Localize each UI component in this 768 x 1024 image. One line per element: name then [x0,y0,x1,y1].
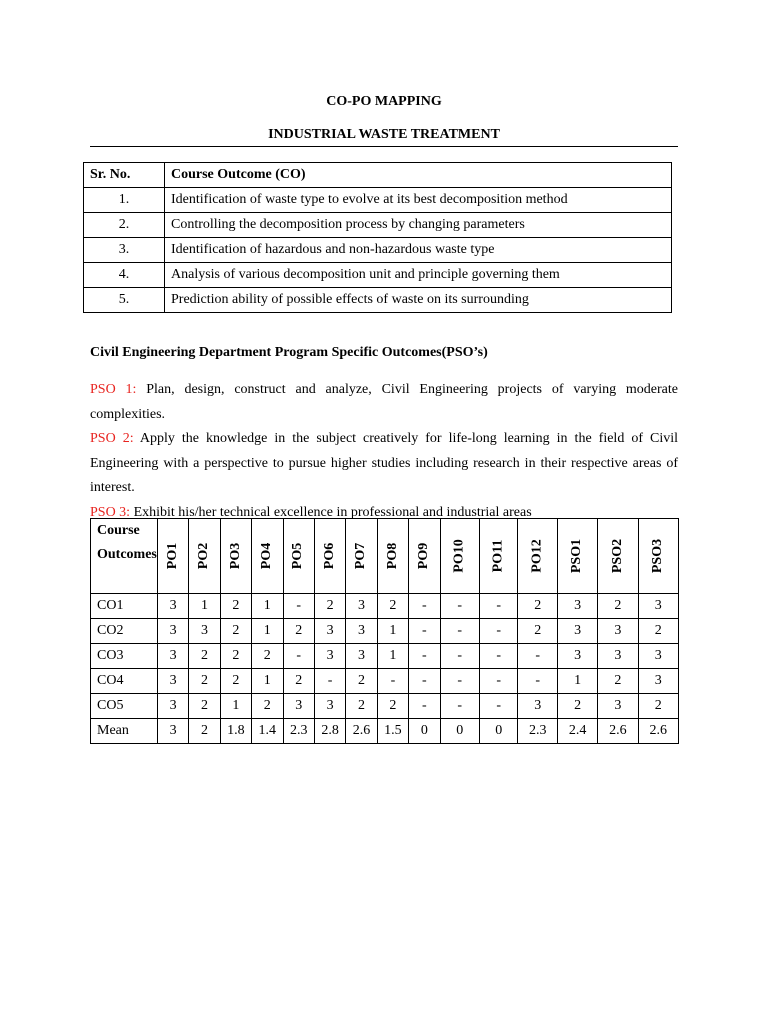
mapping-cell: 2 [377,594,408,619]
mapping-cell: 1 [557,669,597,694]
table-row [91,594,679,619]
pso-list [90,378,678,525]
mapping-cell: - [479,644,518,669]
mapping-cell: 0 [479,719,518,744]
pso-label: PSO 1: [90,382,137,397]
co-row-label: CO3 [91,644,158,669]
mapping-cell: 0 [409,719,440,744]
mapping-cell: 3 [638,644,678,669]
mapping-cell: 2 [557,694,597,719]
mapping-cell: 3 [157,669,188,694]
mapping-cell: 2 [346,669,377,694]
po-header-label: PO8 [384,542,400,570]
row-number: 5. [84,288,165,313]
mapping-cell: 2.3 [283,719,314,744]
pso-section-heading: Civil Engineering Department Program Specific Outcomes(PSO’s) [90,345,488,360]
mapping-cell: 2 [638,619,678,644]
mapping-cell: 3 [598,619,638,644]
mapping-cell: 3 [157,719,188,744]
mapping-cell: 3 [346,619,377,644]
mapping-cell: 2.6 [598,719,638,744]
mapping-cell: 2 [189,644,220,669]
mapping-cell: 3 [157,619,188,644]
co-row-label: CO4 [91,669,158,694]
row-number: 2. [84,213,165,238]
mapping-cell: 3 [314,694,345,719]
mapping-cell: - [314,669,345,694]
po-header-label: PO10 [451,539,467,573]
po-header-label: PO5 [290,542,306,570]
mapping-cell: - [479,619,518,644]
po-header-po1 [157,519,188,594]
mapping-cell: 2 [283,619,314,644]
mapping-cell: - [440,594,479,619]
mapping-cell: 2.4 [557,719,597,744]
mapping-cell: 1 [220,694,251,719]
po-header-label: PO6 [322,542,338,570]
pso-label: PSO 3: [90,504,131,520]
mapping-cell: - [283,644,314,669]
mapping-cell: 3 [598,644,638,669]
po-header-pso2 [598,519,638,594]
pso-text: Plan, design, construct and analyze, Civil Engineering projects of varying moderate complexities. [90,382,678,422]
po-header-po8 [377,519,408,594]
po-header-label: PO4 [259,542,275,570]
mapping-cell: 2 [598,594,638,619]
po-header-label: PO2 [196,542,212,570]
mapping-cell: 2 [189,719,220,744]
co-row-label: CO2 [91,619,158,644]
po-header-po6 [314,519,345,594]
mapping-cell: 2 [346,694,377,719]
mapping-cell: 3 [638,669,678,694]
mapping-cell: 2 [638,694,678,719]
row-text: Identification of waste type to evolve at its best decomposition method [165,188,672,213]
mapping-cell: 2 [252,694,283,719]
mapping-cell: 2 [220,619,251,644]
mapping-cell: 2 [189,669,220,694]
po-header-label: PSO3 [650,538,666,574]
po-header-label: PO3 [227,542,243,570]
course-title: INDUSTRIAL WASTE TREATMENT [268,127,500,142]
po-header-po12 [518,519,557,594]
table-header-row [84,163,672,188]
table-row [91,619,679,644]
po-header-label: PO9 [416,542,432,570]
course-outcomes-header: Course Outcomes [91,519,158,594]
mapping-cell: - [409,619,440,644]
mapping-cell: 1.4 [252,719,283,744]
mapping-cell: 1 [252,619,283,644]
mapping-cell: - [377,669,408,694]
mapping-cell: - [518,669,557,694]
mapping-cell: - [440,694,479,719]
po-header-pso1 [557,519,597,594]
mapping-cell: 1 [377,644,408,669]
mapping-cell: - [479,669,518,694]
mapping-cell: - [409,669,440,694]
mapping-cell: - [440,669,479,694]
po-header-po2 [189,519,220,594]
mapping-cell: 3 [314,644,345,669]
mapping-cell: 1 [377,619,408,644]
po-header-po5 [283,519,314,594]
mapping-cell: 3 [283,694,314,719]
po-header-label: PSO1 [569,538,585,574]
mapping-cell: - [479,594,518,619]
row-number: 1. [84,188,165,213]
mapping-cell: 2.6 [346,719,377,744]
pso-text: Exhibit his/her technical excellence in professional and industrial areas [130,504,532,520]
mapping-cell: 2.3 [518,719,557,744]
mapping-cell: 1.8 [220,719,251,744]
po-header-po10 [440,519,479,594]
mapping-cell: 1 [252,594,283,619]
mapping-cell: - [440,644,479,669]
mapping-cell: 0 [440,719,479,744]
mapping-cell: - [283,594,314,619]
po-header-label: PO1 [165,542,181,570]
mapping-cell: 2 [518,619,557,644]
row-text: Controlling the decomposition process by changing parameters [165,213,672,238]
mapping-cell: 2 [598,669,638,694]
row-text: Prediction ability of possible effects of waste on its surrounding [165,288,672,313]
po-header-po7 [346,519,377,594]
course-outcome-header: Course Outcome (CO) [165,163,672,188]
po-header-label: PO11 [490,539,506,573]
po-header-po4 [252,519,283,594]
mapping-cell: 3 [346,594,377,619]
mapping-cell: 1.5 [377,719,408,744]
mapping-cell: - [409,644,440,669]
table-row [91,669,679,694]
po-header-po9 [409,519,440,594]
row-text: Identification of hazardous and non-hazardous waste type [165,238,672,263]
row-number: 4. [84,263,165,288]
mapping-cell: 2.8 [314,719,345,744]
mapping-cell: 1 [189,594,220,619]
mapping-cell: - [409,694,440,719]
po-header-label: PO7 [353,542,369,570]
table-row [84,213,672,238]
mapping-cell: 2 [377,694,408,719]
table-row [84,263,672,288]
table-row [91,719,679,744]
co-po-mapping-table [90,518,679,744]
table-row [84,238,672,263]
course-outcome-table [83,162,672,313]
mapping-cell: - [518,644,557,669]
po-header-po11 [479,519,518,594]
co-row-label: CO1 [91,594,158,619]
mapping-cell: 2 [283,669,314,694]
mapping-cell: 2 [220,669,251,694]
mapping-cell: 2 [314,594,345,619]
page-title: CO-PO MAPPING [326,94,442,109]
table-row [84,188,672,213]
pso-item [90,427,678,501]
mapping-cell: 3 [598,694,638,719]
table-row [91,644,679,669]
table-row [91,694,679,719]
mapping-cell: - [409,594,440,619]
mapping-cell: 3 [157,594,188,619]
mapping-header-row [91,519,679,594]
mapping-cell: - [440,619,479,644]
mapping-cell: 3 [557,619,597,644]
mapping-cell: 3 [157,644,188,669]
mapping-cell: 3 [638,594,678,619]
mapping-cell: 2 [518,594,557,619]
mapping-cell: 2 [220,594,251,619]
title-divider [90,146,678,147]
table-row [84,288,672,313]
pso-text: Apply the knowledge in the subject creatively for life-long learning in the field of Civil Engineering with a perspective to pursue higher studies including research in their respective areas of interest. [90,431,679,495]
mapping-cell: - [479,694,518,719]
mapping-cell: 2 [252,644,283,669]
co-row-label: CO5 [91,694,158,719]
po-header-pso3 [638,519,678,594]
mapping-cell: 2 [189,694,220,719]
mapping-cell: 2.6 [638,719,678,744]
co-row-label: Mean [91,719,158,744]
mapping-cell: 3 [557,594,597,619]
po-header-label: PO12 [529,539,545,573]
mapping-cell: 3 [557,644,597,669]
row-number: 3. [84,238,165,263]
sr-no-header: Sr. No. [84,163,165,188]
mapping-cell: 3 [346,644,377,669]
po-header-label: PSO2 [609,538,625,574]
pso-item [90,378,678,427]
mapping-cell: 3 [518,694,557,719]
pso-label: PSO 2: [90,431,134,446]
mapping-cell: 3 [314,619,345,644]
row-text: Analysis of various decomposition unit and principle governing them [165,263,672,288]
mapping-cell: 3 [157,694,188,719]
po-header-po3 [220,519,251,594]
mapping-cell: 2 [220,644,251,669]
mapping-cell: 3 [189,619,220,644]
mapping-cell: 1 [252,669,283,694]
